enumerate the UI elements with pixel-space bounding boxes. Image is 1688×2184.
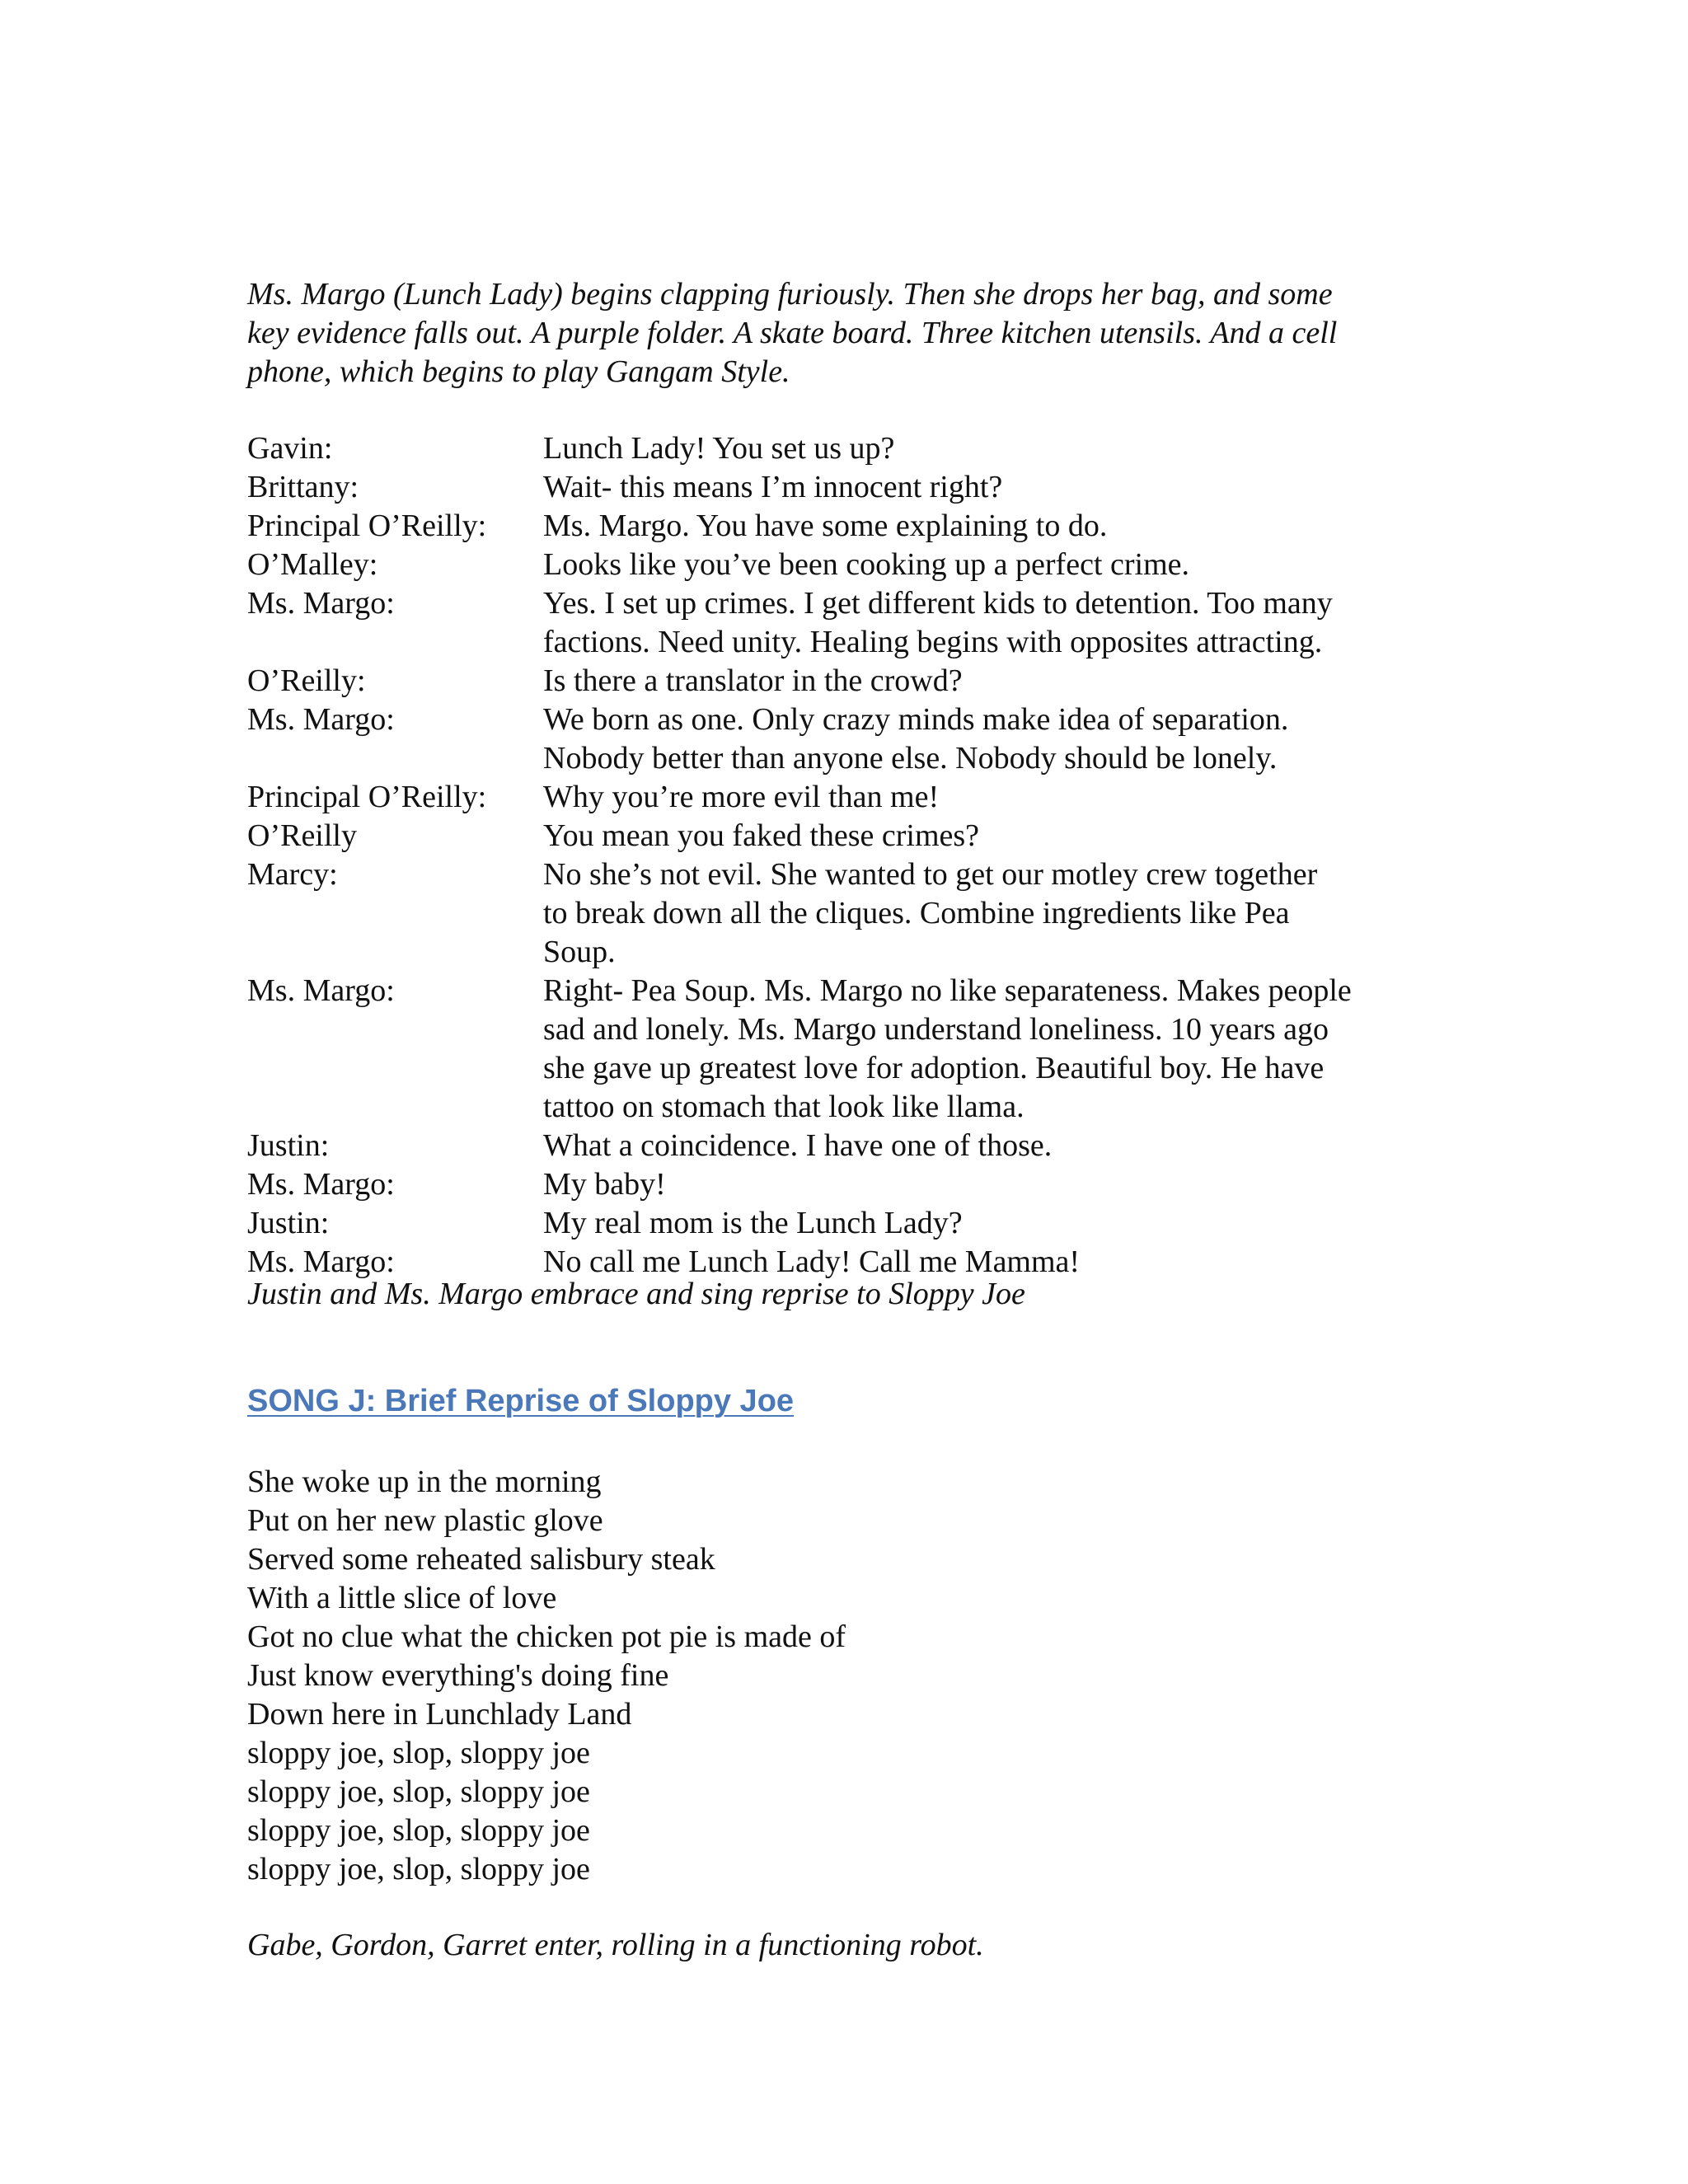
speech-line: You mean you faked these crimes? <box>543 818 980 853</box>
speech-line: What a coincidence. I have one of those. <box>543 1128 1053 1163</box>
lyric-line: Down here in Lunchlady Land <box>247 1697 632 1732</box>
speech-line: My real mom is the Lunch Lady? <box>543 1206 963 1240</box>
dialogue-line <box>247 546 1442 584</box>
lyric-line: Got no clue what the chicken pot pie is made of <box>247 1619 846 1654</box>
speech-line: Right- Pea Soup. Ms. Margo no like separateness. Makes people <box>543 973 1352 1008</box>
stage-direction-line: phone, which begins to play Gangam Style. <box>247 354 790 389</box>
speech-text <box>543 778 1442 817</box>
speech-text <box>543 546 1442 584</box>
speaker-name: Marcy: <box>247 857 338 892</box>
final-stage-direction: Gabe, Gordon, Garret enter, rolling in a functioning robot. <box>247 1928 984 1962</box>
speech-line: Lunch Lady! You set us up? <box>543 431 895 466</box>
speaker-name: Brittany: <box>247 470 359 504</box>
speech-line: Wait- this means I’m innocent right? <box>543 470 1003 504</box>
lyric-line: She woke up in the morning <box>247 1465 602 1499</box>
dialogue-line <box>247 507 1442 546</box>
lyric-line: sloppy joe, slop, sloppy joe <box>247 1852 590 1886</box>
speech-line: factions. Need unity. Healing begins with opposites attracting. <box>543 625 1323 659</box>
speech-line: We born as one. Only crazy minds make idea of separation. <box>543 702 1289 737</box>
lyric-line: Served some reheated salisbury steak <box>247 1542 715 1577</box>
song-lyrics <box>247 1463 846 1889</box>
stage-direction-line: key evidence falls out. A purple folder. A skate board. Three kitchen utensils. And a cell <box>247 316 1338 350</box>
lyric-line: sloppy joe, slop, sloppy joe <box>247 1813 590 1848</box>
speaker-name: Justin: <box>247 1206 330 1240</box>
speech-line: Ms. Margo. You have some explaining to do. <box>543 509 1108 543</box>
speaker-name: Justin: <box>247 1128 330 1163</box>
dialogue-line <box>247 778 1442 817</box>
speech-line: Soup. <box>543 935 616 969</box>
dialogue-line <box>247 429 1442 468</box>
intro-stage-direction <box>247 275 1442 391</box>
speech-line: Yes. I set up crimes. I get different kids to detention. Too many <box>543 586 1333 621</box>
speaker-name: Ms. Margo: <box>247 1167 395 1202</box>
dialogue-line <box>247 1204 1442 1243</box>
dialogue-line <box>247 1127 1442 1165</box>
speech-line: My baby! <box>543 1167 666 1202</box>
dialogue-line <box>247 584 1442 662</box>
speech-text <box>543 1127 1442 1165</box>
speaker-name: Ms. Margo: <box>247 1244 395 1279</box>
speech-line: Why you’re more evil than me! <box>543 780 940 814</box>
speech-line: to break down all the cliques. Combine ingredients like Pea <box>543 896 1290 930</box>
speech-text <box>543 972 1442 1127</box>
speaker-name: Ms. Margo: <box>247 702 395 737</box>
speaker-name: Principal O’Reilly: <box>247 780 487 814</box>
lyric-line: With a little slice of love <box>247 1581 557 1615</box>
speaker-name: O’Reilly <box>247 818 357 853</box>
speech-text <box>543 855 1442 972</box>
dialogue-line <box>247 972 1442 1127</box>
speech-text <box>543 507 1442 546</box>
lyric-line: Put on her new plastic glove <box>247 1503 603 1538</box>
speech-text <box>543 584 1442 662</box>
speech-line: No call me Lunch Lady! Call me Mamma! <box>543 1244 1081 1279</box>
speech-text <box>543 429 1442 468</box>
speech-text <box>543 817 1442 855</box>
speech-text <box>543 662 1442 701</box>
speech-text <box>543 701 1442 778</box>
speech-line: sad and lonely. Ms. Margo understand loneliness. 10 years ago <box>543 1012 1329 1047</box>
speaker-name: O’Malley: <box>247 547 378 582</box>
speech-line: Is there a translator in the crowd? <box>543 663 963 698</box>
speech-line: Nobody better than anyone else. Nobody should be lonely. <box>543 741 1278 776</box>
dialogue-line <box>247 468 1442 507</box>
dialogue-block <box>247 429 1442 1282</box>
speaker-name: Gavin: <box>247 431 333 466</box>
speaker-name: O’Reilly: <box>247 663 366 698</box>
lyric-line: sloppy joe, slop, sloppy joe <box>247 1736 590 1770</box>
song-heading: SONG J: Brief Reprise of Sloppy Joe <box>247 1384 795 1418</box>
dialogue-line <box>247 701 1442 778</box>
dialogue-line <box>247 855 1442 972</box>
stage-direction-line: Ms. Margo (Lunch Lady) begins clapping furiously. Then she drops her bag, and some <box>247 277 1333 312</box>
speech-line: Looks like you’ve been cooking up a perfect crime. <box>543 547 1189 582</box>
dialogue-line <box>247 817 1442 855</box>
speech-line: tattoo on stomach that look like llama. <box>543 1090 1025 1124</box>
dialogue-line <box>247 662 1442 701</box>
lyric-line: Just know everything's doing fine <box>247 1658 669 1693</box>
lyric-line: sloppy joe, slop, sloppy joe <box>247 1774 590 1809</box>
speaker-name: Principal O’Reilly: <box>247 509 487 543</box>
dialogue-line <box>247 1165 1442 1204</box>
speech-text <box>543 1165 1442 1204</box>
end-stage-direction: Justin and Ms. Margo embrace and sing reprise to Sloppy Joe <box>247 1277 1025 1311</box>
speech-text <box>543 1204 1442 1243</box>
speaker-name: Ms. Margo: <box>247 586 395 621</box>
speech-line: No she’s not evil. She wanted to get our motley crew together <box>543 857 1318 892</box>
speech-text <box>543 468 1442 507</box>
speaker-name: Ms. Margo: <box>247 973 395 1008</box>
speech-line: she gave up greatest love for adoption. Beautiful boy. He have <box>543 1051 1325 1085</box>
